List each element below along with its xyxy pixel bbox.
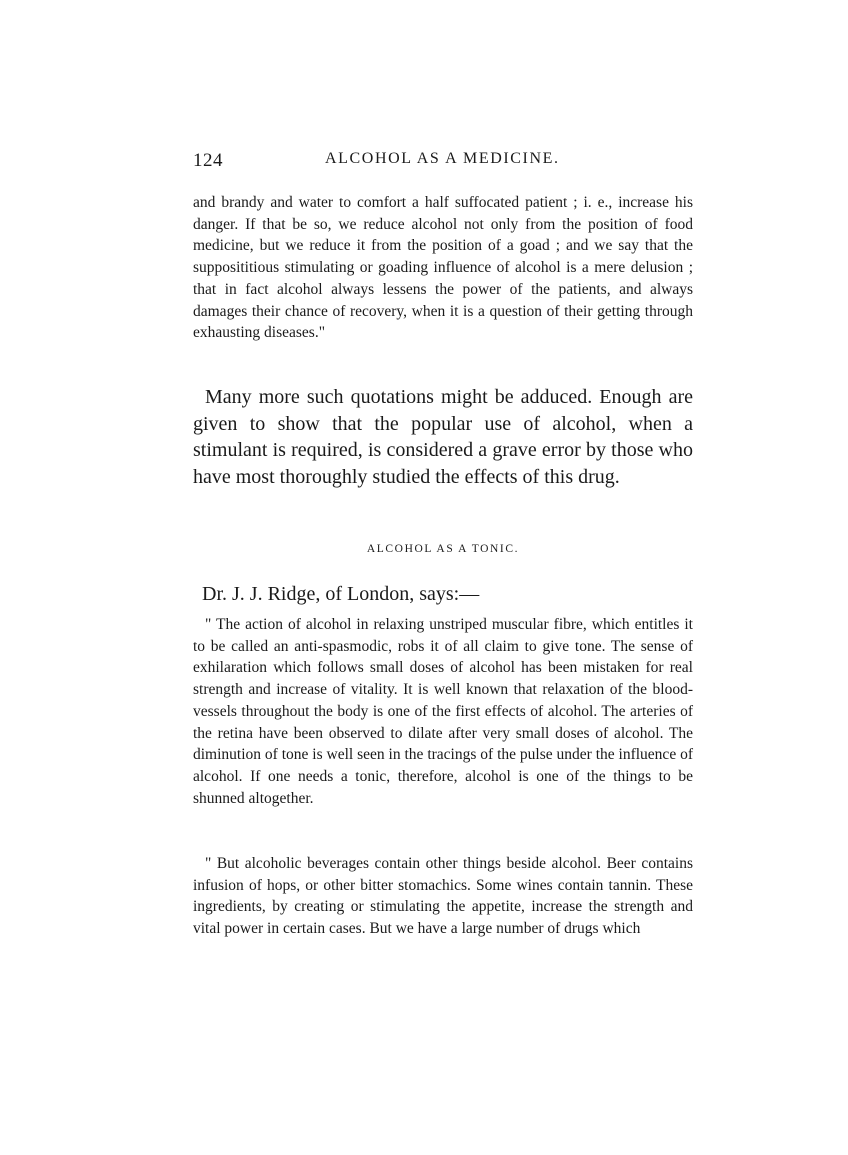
running-title: ALCOHOL AS A MEDICINE. [325, 150, 560, 167]
quote-continuation-paragraph: and brandy and water to comfort a half suffocated patient ; i. e., increase his danger. If that be so, we reduce alcohol not only from the position of food medicine, but we reduce it from the position of a goad ; and we say that the supposititious stimulating or goading influence of alcohol is a mere delusion ; that in fact alcohol always lessens the power of the patients, and always damages their chance of recovery, when it is a question of their getting through exhausting diseases." [193, 194, 693, 342]
page-number: 124 [193, 150, 223, 171]
section-heading: ALCOHOL AS A TONIC. [366, 543, 520, 555]
ridge-quote-paragraph-2: " But alcoholic beverages contain other things beside alcohol. Beer contains infusion of hops, or other bitter stomachics. Some wines contain tannin. These ingredients, by creating or stimulating the appetite, increase the strength and vital power in certain cases. But we have a large number of drugs which [193, 855, 693, 938]
attribution-line: Dr. J. J. Ridge, of London, says:— [202, 583, 480, 605]
summary-paragraph: Many more such quotations might be adduced. Enough are given to show that the popular use of alcohol, when a stimulant is required, is considered a grave error by those who have most thoroughly studied the effects of this drug. [193, 386, 693, 488]
ridge-quote-paragraph-1: " The action of alcohol in relaxing unstriped muscular fibre, which entitles it to be called an anti-spasmodic, robs it of all claim to give tone. The sense of exhilaration which follows small doses of alcohol has been mistaken for real strength and increase of vitality. It is well known that relaxation of the blood-vessels throughout the body is one of the first effects of alcohol. The arteries of the retina have been observed to dilate after very small doses of alcohol. The diminution of tone is well seen in the tracings of the pulse under the influence of alcohol. If one needs a tonic, therefore, alcohol is one of the things to be shunned altogether. [193, 616, 693, 807]
